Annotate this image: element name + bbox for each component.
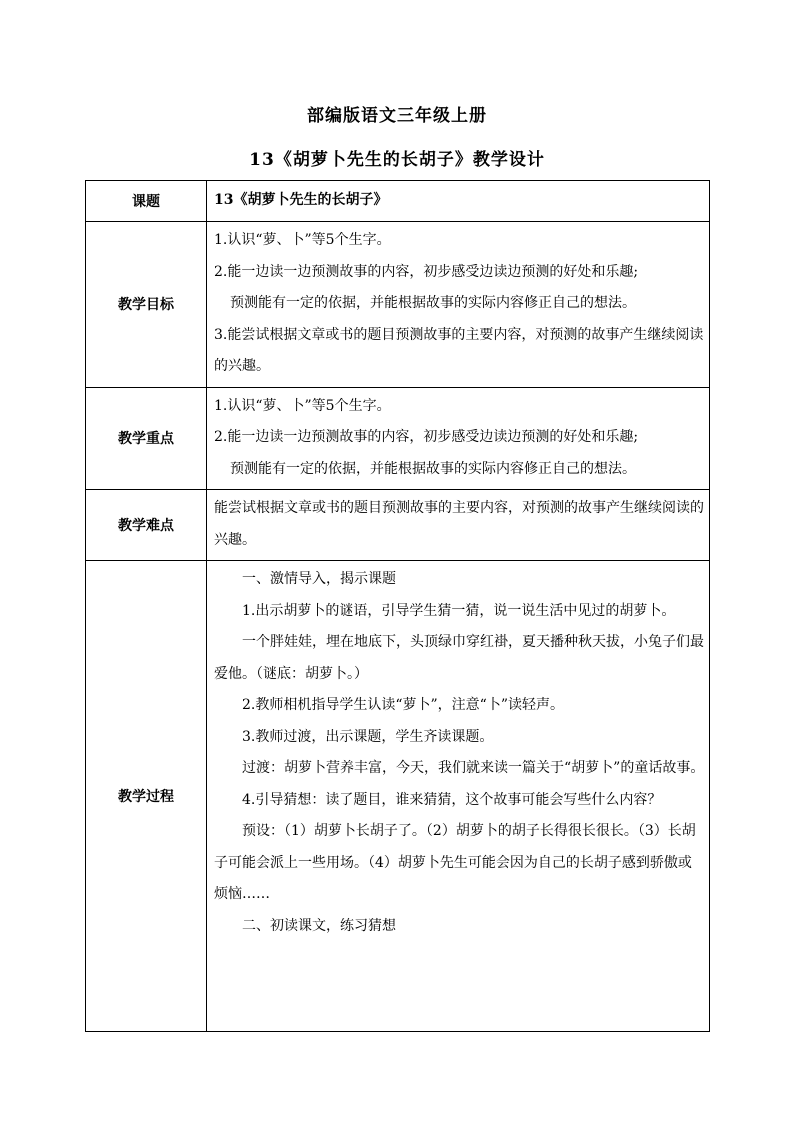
- row-process: [86, 561, 710, 1032]
- process-paragraph: 1.出示胡萝卜的谜语，引导学生猜一猜，说一说生活中见过的胡萝卜。: [242, 602, 676, 619]
- value-process: [207, 561, 710, 1032]
- lesson-plan-table: [85, 180, 710, 1032]
- process-paragraph: 预设：（1）胡萝卜长胡子了。（2）胡萝卜的胡子长得很长很长。（3）长胡子可能会派上一些用场。（4）胡萝卜先生可能会因为自己的长胡子感到骄傲或烦恼……: [214, 823, 696, 902]
- label-process: 教学过程: [86, 561, 207, 1032]
- label-objectives: 教学目标: [86, 222, 207, 388]
- label-topic: 课题: [86, 181, 207, 222]
- value-key-points: [207, 387, 710, 490]
- process-paragraph: 一个胖娃娃，埋在地底下，头顶绿巾穿红褂，夏天播种秋天拔，小兔子们最爱他。（谜底：胡萝卜。）: [214, 634, 704, 682]
- row-topic: [86, 181, 710, 222]
- objective-item: 2.能一边读一边预测故事的内容，初步感受边读边预测的好处和乐趣;: [214, 263, 639, 280]
- value-objectives: [207, 222, 710, 388]
- process-paragraph: 2.教师相机指导学生认读“萝卜”，注意“卜”读轻声。: [242, 697, 564, 713]
- difficulty-text: 能尝试根据文章或书的题目预测故事的主要内容，对预测的故事产生继续阅读的兴趣。: [214, 500, 704, 548]
- objective-item: 预测能有一定的依据，并能根据故事的实际内容修正自己的想法。: [230, 295, 636, 311]
- lesson-title: 13《胡萝卜先生的长胡子》教学设计: [249, 150, 545, 170]
- value-topic: 13《胡萝卜先生的长胡子》: [207, 181, 710, 222]
- row-key-points: [86, 387, 710, 490]
- key-point-item: 2.能一边读一边预测故事的内容，初步感受边读边预测的好处和乐趣;: [214, 429, 639, 445]
- key-point-item: 1.认识“萝、卜”等5个生字。: [214, 397, 391, 414]
- document-title: 部编版语文三年级上册: [307, 106, 487, 126]
- row-objectives: [86, 222, 710, 388]
- process-paragraph: 4.引导猜想：读了题目，谁来猜猜，这个故事可能会写些什么内容？: [242, 791, 662, 808]
- value-difficulties: [207, 490, 710, 561]
- label-key-points: 教学重点: [86, 387, 207, 490]
- label-difficulties: 教学难点: [86, 490, 207, 561]
- process-paragraph: 二、初读课文，练习猜想: [242, 917, 396, 934]
- process-paragraph: 3.教师过渡，出示课题，学生齐读课题。: [242, 728, 494, 745]
- key-point-item: 预测能有一定的依据，并能根据故事的实际内容修正自己的想法。: [230, 460, 636, 477]
- row-difficulties: [86, 490, 710, 561]
- objective-item: 3.能尝试根据文章或书的题目预测故事的主要内容，对预测的故事产生继续阅读的兴趣。: [214, 326, 704, 374]
- objective-item: 1.认识“萝、卜”等5个生字。: [214, 232, 391, 248]
- process-paragraph: 一、激情导入，揭示课题: [242, 571, 396, 587]
- process-paragraph: 过渡：胡萝卜营养丰富，今天，我们就来读一篇关于“胡萝卜”的童话故事。: [242, 760, 705, 776]
